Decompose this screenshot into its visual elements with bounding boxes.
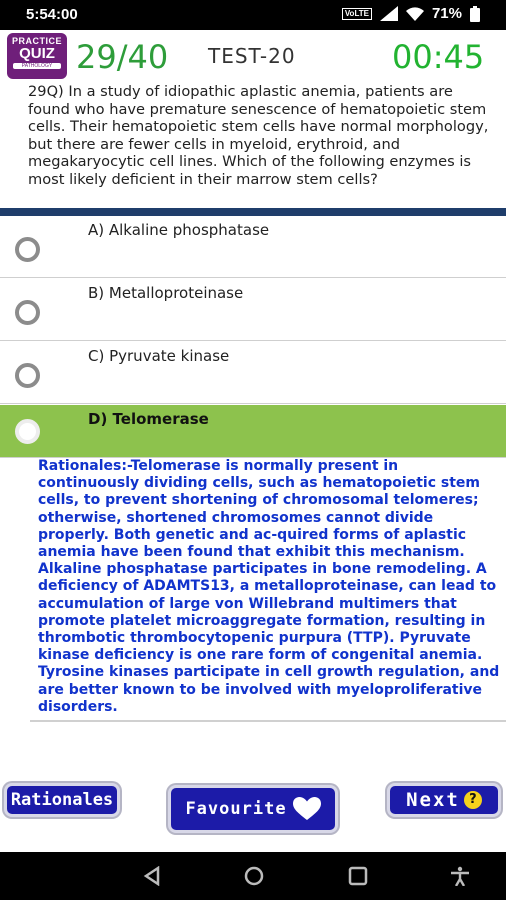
question-mark-icon: ?	[464, 791, 482, 809]
wifi-icon	[406, 7, 424, 21]
home-icon[interactable]	[242, 866, 266, 886]
option-b[interactable]	[0, 279, 506, 341]
option-label: C) Pyruvate kinase	[88, 347, 230, 365]
question-divider	[0, 208, 506, 216]
question-text: 29Q) In a study of idiopathic aplastic anemia, patients are found who have premature senescence of hematopoietic stem cells. Their hematopoietic stem cells have normal morphology, but there are fewer cells in myeloid, erythroid, and megakaryocytic cell lines. Which of the following enzymes is most likely deficient in their marrow stem cells?	[28, 83, 489, 188]
app-logo	[7, 33, 67, 79]
recents-icon[interactable]	[346, 866, 370, 886]
radio-button-icon[interactable]	[15, 419, 40, 444]
logo-line-2: QUIZ	[19, 45, 55, 62]
next-button-label: Next	[406, 789, 460, 811]
question-counter: 29/40	[76, 38, 169, 76]
option-d[interactable]	[0, 405, 506, 458]
option-label: A) Alkaline phosphatase	[88, 221, 270, 239]
battery-percent: 71%	[431, 5, 462, 22]
rationales-button[interactable]	[4, 783, 120, 817]
logo-line-1: PRACTICE	[11, 36, 62, 46]
option-label: B) Metalloproteinase	[88, 284, 244, 302]
radio-button-icon[interactable]	[15, 300, 40, 325]
status-bar	[0, 0, 506, 30]
battery-icon	[470, 6, 480, 22]
back-icon[interactable]	[140, 866, 164, 886]
countdown-timer: 00:45	[392, 38, 485, 76]
accessibility-icon[interactable]	[448, 866, 472, 886]
radio-button-icon[interactable]	[15, 363, 40, 388]
option-label: D) Telomerase	[88, 410, 209, 428]
favourite-button-label: Favourite	[185, 799, 287, 819]
status-time: 5:54:00	[26, 6, 78, 23]
status-icons	[342, 5, 480, 22]
system-nav-bar	[0, 852, 506, 900]
radio-button-icon[interactable]	[15, 237, 40, 262]
logo-line-3: PATHOLOGY	[13, 63, 61, 69]
rationales-button-label: Rationales	[10, 790, 114, 810]
option-c[interactable]	[0, 342, 506, 404]
next-button[interactable]	[387, 783, 501, 817]
favourite-button[interactable]	[168, 785, 338, 833]
network-badge: VoLTE	[342, 8, 372, 20]
test-name: TEST-20	[208, 44, 296, 68]
signal-icon	[380, 6, 398, 21]
heart-icon	[293, 797, 321, 821]
option-a[interactable]	[0, 216, 506, 278]
rationale-text: Rationales:-Telomerase is normally present in continuously dividing cells, such as hematopoietic stem cells, to prevent shortening of chromosomal telomeres; otherwise, shortened chromosomes cannot divide properly. Both genetic and ac-quired forms of aplastic anemia have been found that exhibit this mechanism. Alkaline phosphatase participates in bone remodeling. A deficiency of ADAMTS13, a metalloproteinase, can lead to accumulation of large von Willebrand multimers that promote platelet microaggregate formation, resulting in thrombotic thrombocytopenic purpura (TTP). Pyruvate kinase deficiency is one rare form of congenital anemia. Tyrosine kinases participate in cell growth regulation, and are better known to be involved with myeloproliferative disorders.	[38, 458, 500, 715]
